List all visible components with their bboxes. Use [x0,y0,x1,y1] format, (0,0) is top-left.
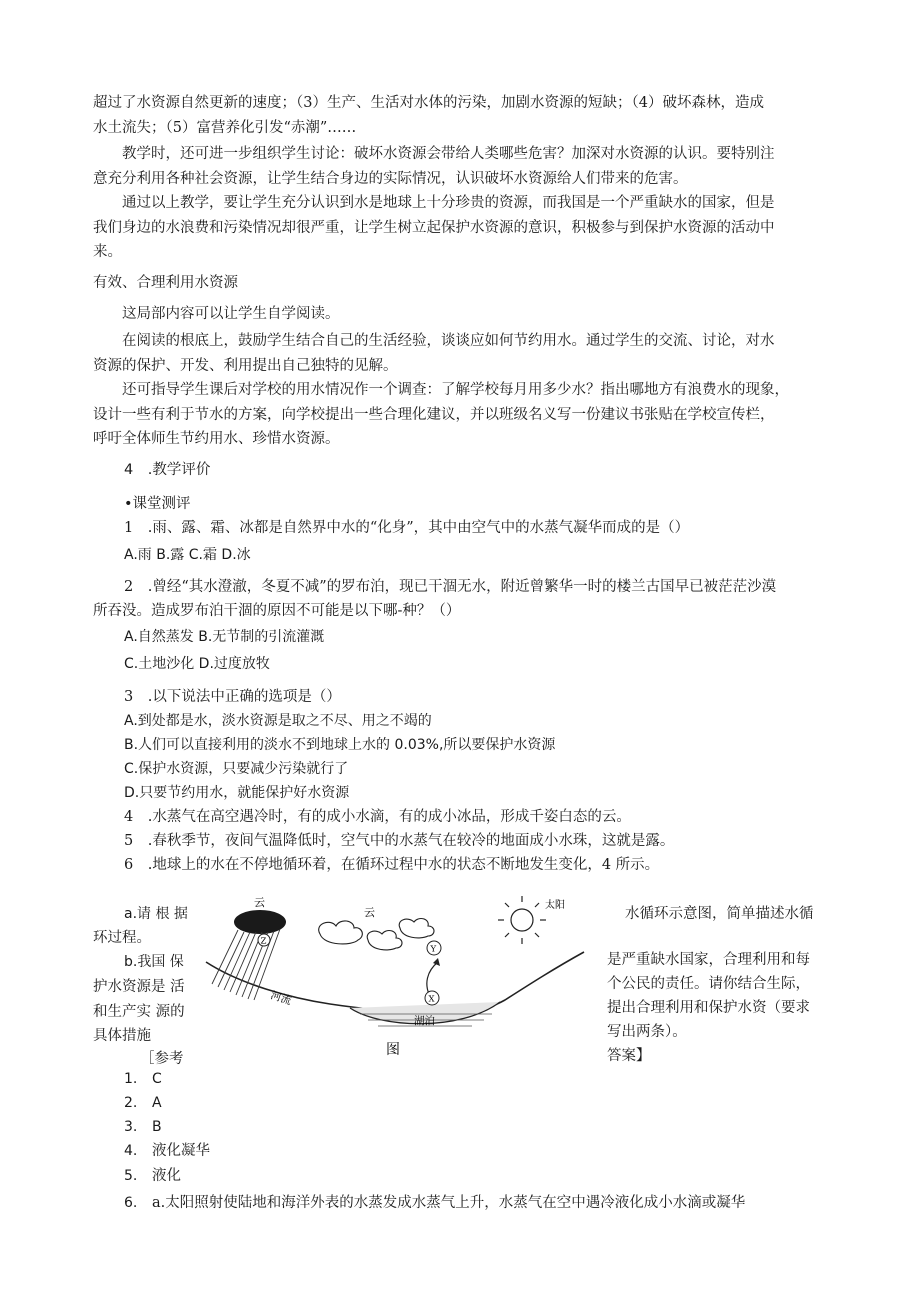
answer-number: 4. [124,1143,138,1159]
subsection-heading: •课堂测评 [124,496,191,512]
reference-label: ［参考 [140,1051,184,1067]
paragraph-line: 超过了水资源自然更新的速度；（3）生产、生活对水体的污染，加剧水资源的短缺；（4）破坏森林，造成 [93,95,764,111]
section-heading: 4 .教学评价 [124,462,211,478]
answer-text: a.太阳照射使陆地和海洋外表的水蒸发成水蒸气上升，水蒸气在空中遇冷液化成小水滴或凝华 [152,1195,746,1211]
answer-number: 6. [124,1195,138,1211]
question-line: 所吞没。造成罗布泊干涸的原因不可能是以下哪-种？（） [93,603,461,619]
right-column-line: 答案】 [607,1048,651,1064]
answer-text: 液化 [152,1168,181,1184]
right-column-line: 水循环示意图，简单描述水循 [625,906,814,922]
rain-cloud [234,910,286,934]
paragraph-line: 来。 [93,244,122,260]
answer-number: 2. [124,1095,138,1111]
answer-number: 5. [124,1168,138,1184]
paragraph-line: 教学时，还可进一步组织学生讨论：破坏水资源会带给人类哪些危害？加深对水资源的认识。要特别注 [122,146,775,162]
question-options: B.人们可以直接利用的淡水不到地球上水的 0.03%,所以要保护水资源 [124,737,556,753]
question-line: 5 .春秋季节，夜间气温降低时，空气中的水蒸气在较冷的地面成小水珠，这就是露。 [124,833,675,849]
question-options: C.保护水资源，只要减少污染就行了 [124,761,349,777]
paragraph-line: 通过以上教学，要让学生充分认识到水是地球上十分珍贵的资源，而我国是一个严重缺水的国家，但是 [122,195,775,211]
paragraph-line: 还可指导学生课后对学校的用水情况作一个调查：了解学校每月用多少水？指出哪地方有浪费水的现象， [122,382,789,398]
question-options: A.雨 B.露 C.霜 D.冰 [124,547,251,563]
question-options: D.只要节约用水，就能保护好水资源 [124,785,350,801]
circle-z-text: Z [260,936,267,947]
question-line: 4 .水蒸气在高空遇冷时，有的成小水滴，有的成小冰品，形成千姿白态的云。 [124,809,631,825]
question-options: C.土地沙化 D.过度放牧 [124,656,270,672]
answer-text: B [152,1119,162,1135]
left-column-line: a.请 根 据 [124,906,188,922]
answer-text: 液化凝华 [152,1143,210,1159]
left-column-line: 环过程。 [93,930,151,946]
paragraph-line: 我们身边的水浪费和污染情况却很严重，让学生树立起保护水资源的意识，积极参与到保护水资源的活动中 [93,220,775,236]
left-column-line: 和生产实 源的 [93,1004,185,1020]
left-column-line: 护水资源是 活 [93,979,185,995]
answer-text: C [152,1071,162,1087]
section-heading: 有效、合理利用水资源 [93,275,238,291]
question-line: 1 .雨、露、霜、冰都是自然界中水的“化身”，其中由空气中的水蒸气凝华而成的是（） [124,520,690,536]
paragraph-line: 这局部内容可以让学生自学阅读。 [122,306,340,322]
paragraph-line: 呼吁全体师生节约用水、珍惜水资源。 [93,431,340,447]
question-options: A.到处都是水，淡水资源是取之不尽、用之不竭的 [124,713,432,729]
left-column-line: 具体措施 [93,1028,151,1044]
cloud-left-label: 云 [254,896,265,909]
river-label: 河流 [269,989,293,1008]
right-column-line: 提出合理利用和保护水资（要求 [607,1000,810,1016]
right-column-line: 是严重缺水国家，合理利用和每 [607,952,810,968]
answer-number: 3. [124,1119,138,1135]
right-column-line: 写出两条）。 [607,1024,687,1040]
question-options: A.自然蒸发 B.无节制的引流灌溉 [124,629,325,645]
middle-clouds [319,919,434,950]
circle-y-text: Y [430,944,437,955]
paragraph-line: 在阅读的根底上，鼓励学生结合自己的生活经验，谈谈应如何节约用水。通过学生的交流、讨论，对水 [122,333,775,349]
paragraph-line: 设计一些有利于节水的方案，向学校提出一些合理化建议，并以班级名义写一份建议书张贴在学校宣传栏， [93,407,775,423]
cloud-mid-label: 云 [364,906,375,919]
paragraph-line: 水土流失；（5）富营养化引发“赤潮”…… [93,120,357,136]
sun-icon [498,896,546,944]
right-column-line: 个公民的责任。请你结合生际， [607,976,810,992]
answer-text: A [152,1095,162,1111]
figure-caption: 图 [386,1042,400,1058]
answer-number: 1. [124,1071,138,1087]
paragraph-line: 意充分利用各种社会资源，让学生结合身边的实际情况，认识破坏水资源给人们带来的危害。 [93,171,688,187]
question-line: 6 .地球上的水在不停地循环着，在循环过程中水的状态不断地发生变化，4 所示。 [124,857,660,873]
circle-x-text: X [428,994,435,1005]
question-line: 3 .以下说法中正确的选项是（） [124,689,341,705]
paragraph-line: 资源的保护、开发、利用提出自己独特的见解。 [93,358,398,374]
sun-label: 太阳 [545,900,565,911]
water-cycle-figure [200,892,590,1062]
lake-label: 湖泊 [414,1015,435,1027]
left-column-line: b.我国 保 [124,954,184,970]
question-line: 2 .曾经“其水澄澈，冬夏不减”的罗布泊，现已干涸无水，附近曾繁华一时的楼兰古国早已被茫茫沙漠 [124,579,777,595]
